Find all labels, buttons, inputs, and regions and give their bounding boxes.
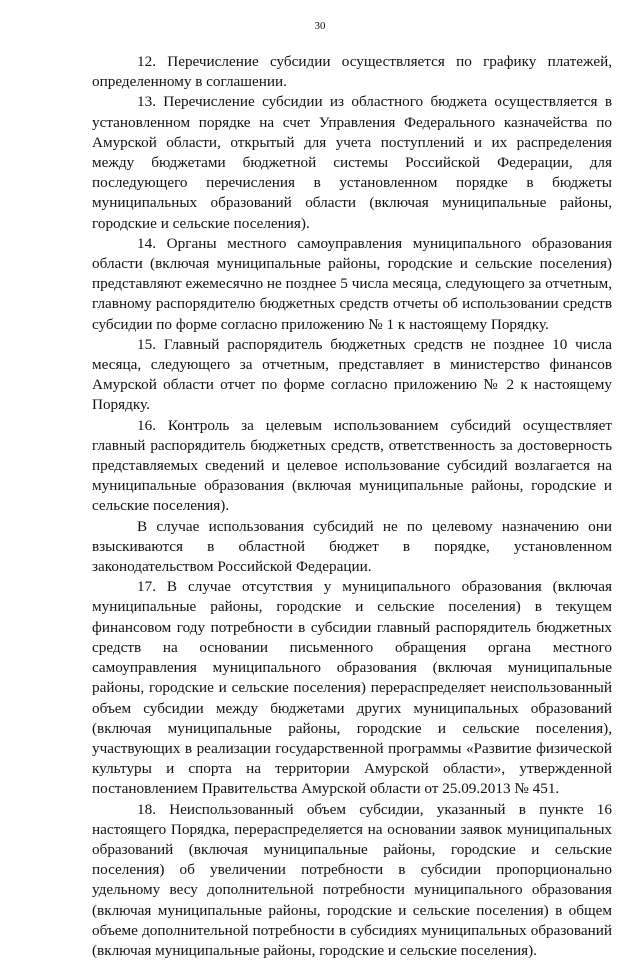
page-number: 30 <box>314 20 326 32</box>
paragraph-15: 15. Главный распорядитель бюджетных средств не позднее 10 числа месяца, следующего за отчетным, представляет в министерство финансов Амурской области отчет по форме согласно приложению № 2 к настоящему Порядку. <box>92 335 612 414</box>
paragraph-18: 18. Неиспользованный объем субсидии, указанный в пункте 16 настоящего Порядка, перераспределяется на основании заявок муниципальных образований (включая муниципальные районы, городские и сельские поселения) об увеличении потребности в субсидии пропорционально удельному весу дополнительной потребности муниципального образования (включая муниципальные районы, городские и сельские поселения) в общем объеме дополнительной потребности в субсидиях муниципальных образований (включая муниципальные районы, городские и сельские поселения). <box>92 800 612 959</box>
paragraph-16-misuse: В случае использования субсидий не по целевому назначению они взыскиваются в областной бюджет в порядке, установленном законодательством Российской Федерации. <box>92 517 612 576</box>
paragraph-17: 17. В случае отсутствия у муниципального образования (включая муниципальные районы, городские и сельские поселения) в текущем финансовом году потребности в субсидии главный распорядитель бюджетных средств на основании письменного обращения органа местного самоуправления муниципального образования (включая муниципальные районы, городские и сельские поселения) перераспределяет неиспользованный объем субсидии между бюджетами других муниципальных образований (включая муниципальные районы, городские и сельские поселения), участвующих в реализации государственной программы «Развитие физической культуры и спорта на территории Амурской области», утвержденной постановлением Правительства Амурской области от 25.09.2013 № 451. <box>92 578 612 798</box>
document-body <box>92 52 612 961</box>
paragraph-13: 13. Перечисление субсидии из областного бюджета осуществляется в установленном порядке на счет Управления Федерального казначейства по Амурской области, открытый для учета поступлений и их распределения между бюджетами бюджетной системы Российской Федерации, для последующего перечисления в установленном порядке в бюджеты муниципальных образований области (включая муниципальные районы, городские и сельские поселения). <box>92 93 612 232</box>
paragraph-14: 14. Органы местного самоуправления муниципального образования области (включая муниципальные районы, городские и сельские поселения) представляют ежемесячно не позднее 5 числа месяца, следующего за отчетным, главному распорядителю бюджетных средств отчеты об использовании средств субсидии по форме согласно приложению № 1 к настоящему Порядку. <box>92 234 612 333</box>
paragraph-12: 12. Перечисление субсидии осуществляется по графику платежей, определенному в соглашении. <box>92 53 612 91</box>
paragraph-16: 16. Контроль за целевым использованием субсидий осуществляет главный распорядитель бюджетных средств, ответственность за достоверность представляемых сведений и целевое использование субсидий возлагается на муниципальные образования (включая муниципальные районы, городские и сельские поселения). <box>92 416 612 515</box>
